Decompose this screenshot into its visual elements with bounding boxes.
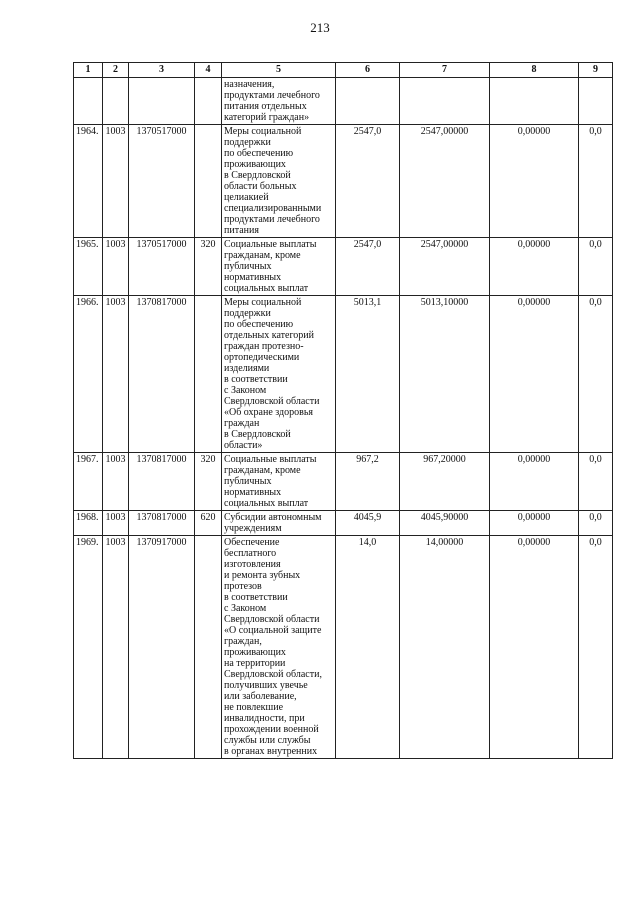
value-col6: 14,0 — [336, 536, 400, 759]
section-code: 1003 — [103, 238, 129, 296]
table-row — [74, 125, 613, 238]
value-col8 — [490, 78, 579, 125]
value-col7: 2547,00000 — [400, 125, 490, 238]
item-name: назначения, продуктами лечебного питания отдельных категорий граждан» — [222, 78, 336, 125]
value-col7: 14,00000 — [400, 536, 490, 759]
row-number: 1969. — [74, 536, 103, 759]
value-col6: 967,2 — [336, 453, 400, 511]
column-header: 9 — [579, 63, 613, 78]
target-code: 1370817000 — [129, 511, 195, 536]
value-col8: 0,00000 — [490, 511, 579, 536]
column-header: 1 — [74, 63, 103, 78]
value-col7 — [400, 78, 490, 125]
column-header: 6 — [336, 63, 400, 78]
value-col6: 4045,9 — [336, 511, 400, 536]
column-header: 5 — [222, 63, 336, 78]
section-code: 1003 — [103, 125, 129, 238]
column-header: 3 — [129, 63, 195, 78]
expense-type: 320 — [195, 453, 222, 511]
value-col9: 0,0 — [579, 453, 613, 511]
value-col9: 0,0 — [579, 125, 613, 238]
target-code: 1370817000 — [129, 453, 195, 511]
value-col6: 2547,0 — [336, 125, 400, 238]
expense-type: 320 — [195, 238, 222, 296]
item-name: Социальные выплаты гражданам, кроме публичных нормативных социальных выплат — [222, 453, 336, 511]
value-col8: 0,00000 — [490, 238, 579, 296]
value-col9: 0,0 — [579, 238, 613, 296]
value-col9: 0,0 — [579, 511, 613, 536]
value-col6: 5013,1 — [336, 296, 400, 453]
table-row — [74, 453, 613, 511]
value-col6: 2547,0 — [336, 238, 400, 296]
expense-type: 620 — [195, 511, 222, 536]
value-col8: 0,00000 — [490, 536, 579, 759]
table-row — [74, 296, 613, 453]
value-col8: 0,00000 — [490, 453, 579, 511]
row-number: 1966. — [74, 296, 103, 453]
table-row — [74, 238, 613, 296]
column-header: 4 — [195, 63, 222, 78]
expense-type — [195, 125, 222, 238]
expense-type — [195, 78, 222, 125]
row-number: 1967. — [74, 453, 103, 511]
target-code: 1370517000 — [129, 238, 195, 296]
target-code: 1370817000 — [129, 296, 195, 453]
target-code — [129, 78, 195, 125]
item-name: Меры социальной поддержки по обеспечению проживающих в Свердловской области больных целиакией специализированными продуктами лечебного питания — [222, 125, 336, 238]
value-col8: 0,00000 — [490, 125, 579, 238]
value-col7: 2547,00000 — [400, 238, 490, 296]
target-code: 1370917000 — [129, 536, 195, 759]
value-col8: 0,00000 — [490, 296, 579, 453]
item-name: Социальные выплаты гражданам, кроме публичных нормативных социальных выплат — [222, 238, 336, 296]
target-code: 1370517000 — [129, 125, 195, 238]
expense-type — [195, 536, 222, 759]
value-col9 — [579, 78, 613, 125]
row-number — [74, 78, 103, 125]
section-code: 1003 — [103, 536, 129, 759]
row-number: 1964. — [74, 125, 103, 238]
item-name: Обеспечение бесплатного изготовления и ремонта зубных протезов в соответствии с Законом Свердловской области «О социальной защите граждан, проживающих на территории Свердловской области, получивших увечье или заболевание, не повлекшие инвалидности, при прохождении военной службы или службы в органах внутренних — [222, 536, 336, 759]
value-col7: 967,20000 — [400, 453, 490, 511]
table-row — [74, 78, 613, 125]
section-code: 1003 — [103, 453, 129, 511]
value-col9: 0,0 — [579, 536, 613, 759]
value-col6 — [336, 78, 400, 125]
row-number: 1968. — [74, 511, 103, 536]
value-col9: 0,0 — [579, 296, 613, 453]
table-row — [74, 536, 613, 759]
item-name: Меры социальной поддержки по обеспечению отдельных категорий граждан протезно- ортопедическими изделиями в соответствии с Законом Свердловской области «Об охране здоровья граждан в Свердловской области» — [222, 296, 336, 453]
budget-table — [73, 62, 613, 759]
column-header: 7 — [400, 63, 490, 78]
expense-type — [195, 296, 222, 453]
row-number: 1965. — [74, 238, 103, 296]
section-code: 1003 — [103, 511, 129, 536]
section-code — [103, 78, 129, 125]
header-row — [74, 63, 613, 78]
section-code: 1003 — [103, 296, 129, 453]
page-number: 213 — [310, 20, 330, 35]
item-name: Субсидии автономным учреждениям — [222, 511, 336, 536]
value-col7: 5013,10000 — [400, 296, 490, 453]
column-header: 8 — [490, 63, 579, 78]
table-row — [74, 511, 613, 536]
value-col7: 4045,90000 — [400, 511, 490, 536]
column-header: 2 — [103, 63, 129, 78]
